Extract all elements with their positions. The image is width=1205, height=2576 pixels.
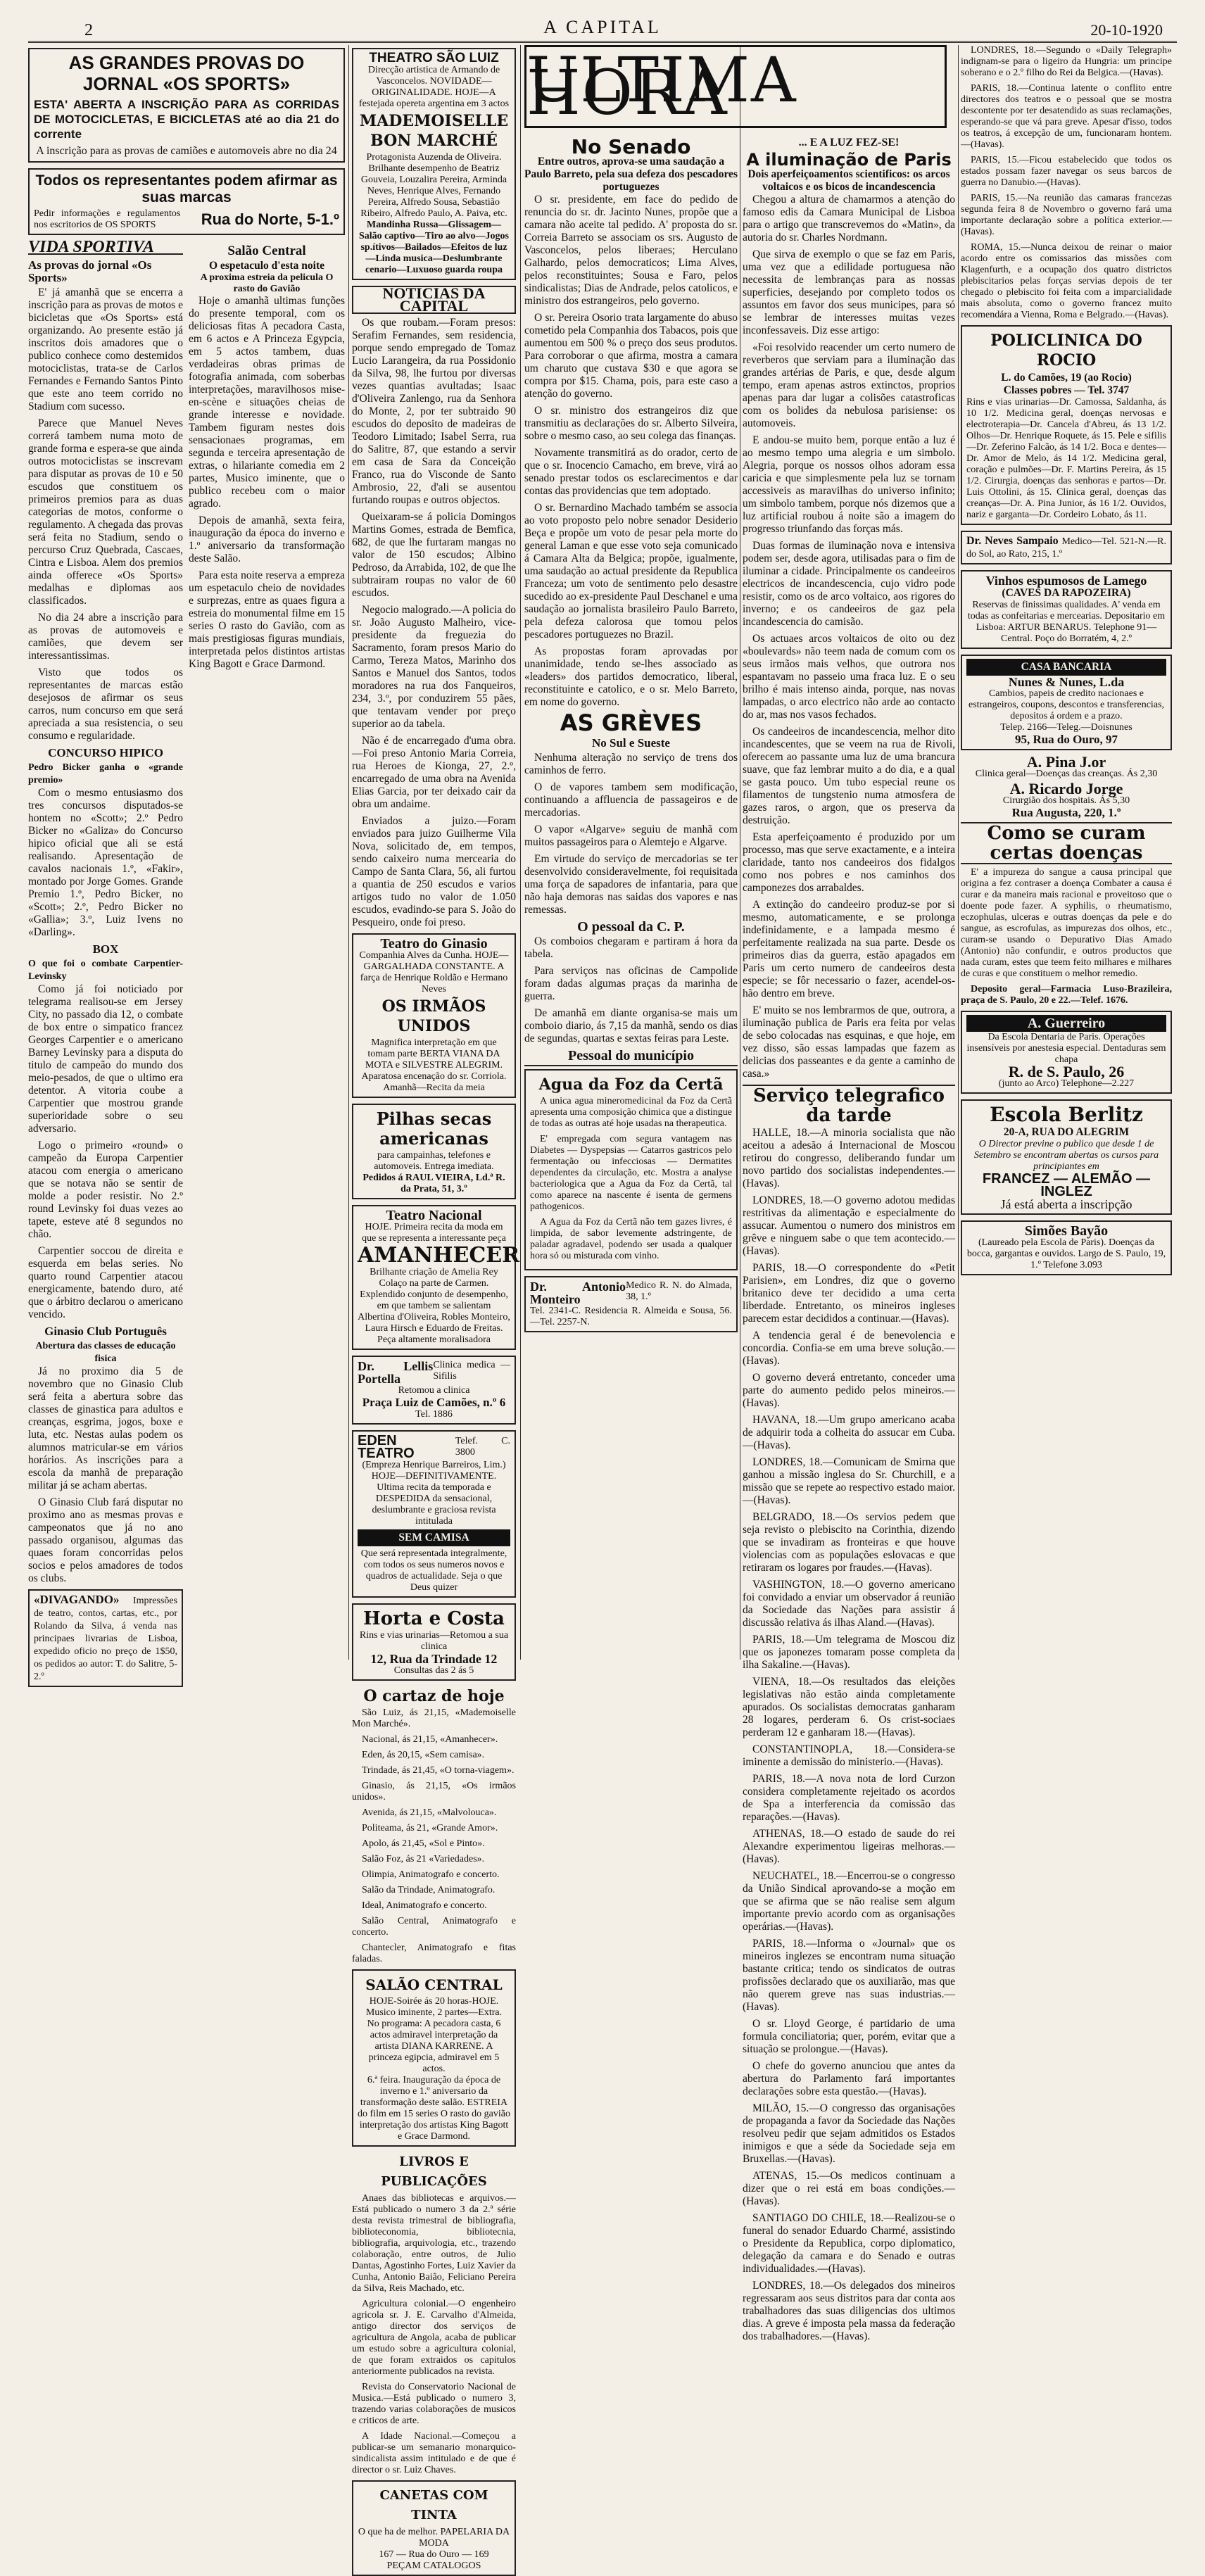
telegram-paragraph: PARIS, 18.—Continua latente o conflito entre directores dos teatros e o pessoal que se mostra descontente por ter desatendido as suas reclamações, esperando-se que vá para greve. Apesar d'isso, todos os teatros, á excepção de um, funcionaram hontem.—(Havas). (961, 83, 1172, 150)
telegram-paragraph: PARIS, 15.—Na reunião das camaras francezas segunda feira 8 de Novembro o governo fará uma importante declaração sobre a política exterior.—(Havas). (961, 193, 1172, 237)
sports-ad-line2: A inscrição para as provas de camiões e automoveis abre no dia 24 (36, 145, 337, 157)
paris-paragraph: A extinção do candeeiro produz-se por si mesmo, automaticamente, e se prolonga indefinidamente, e a lampada mesmo é perfeitamente realizada na sua parte. Desde os primeiros dias da guerra, estão apagados em Paris um certo numero de candeeiros desta especie; se fôr necessario o fazer, acendel-os-hão dentro em breve. (743, 899, 955, 999)
sports-ad (28, 48, 345, 163)
sao-luiz-play: MADEMOISELLE BON MARCHÉ (359, 112, 509, 150)
monteiro-ad (524, 1276, 738, 1332)
bancaria-tel: Telep. 2166—Teleg.—Doisnunes (1000, 722, 1133, 733)
telegrafico-paragraph: NEUCHATEL, 18.—Encerrou-se o congresso da União Sindical aprovando-se a moção em que se afirma que se não realise sem algum importante previo acordo com as organisações operárias.—(Havas). (743, 1870, 955, 1933)
senado-subtitle: Entre outros, aprova-se uma saudação a Paulo Barreto, pela sua defeza dos pescadores portuguezes (524, 156, 738, 193)
box-paragraph: Carpentier soccou de direita e esquerda em belas series. No quarto round Carpentier atacou energicamente, batendo duro, até que o árbitro declarou o americano vencido. (28, 1245, 183, 1320)
cp-paragraph: Os comboios chegaram e partiram á hora da tabela. (524, 935, 738, 960)
senado-paragraph: O sr. presidente, em face do pedido de renuncia do sr. dr. Jacinto Nunes, propõe que a camara não aceite tal pedido. A' proposta do sr. Correia Barreto se associam os srs. Augusto de Vasconcelos, pelos liberaes; Herculano Galhardo, pelos democraticos; Lima Alves, pelos reconstituintes; Sousa e Faro, pelos sindicalistas; Dias de Andrade, pelos catolicos, e ministro dos estrangeiros, pelo governo. (524, 194, 738, 307)
cp-paragraph: Para serviços nas oficinas de Campolide foram dadas algumas praças da marinha de guerra. (524, 965, 738, 1002)
paris-paragraph: Esta aperfeiçoamento é produzido por um processo, mas que serve exactamente, e a inteira claridade, tanto nos candeeiros dos fidalgos como nos pobres e nos caminhos dos camponezes dos arrabaldes. (743, 831, 955, 894)
bancaria-title: CASA BANCARIA (966, 659, 1166, 676)
senado-paragraph: O sr. Bernardino Machado também se associa ao voto proposto pelo nobre senador Desiderio Beça e propõe um voto de pesar pela morte do general Laman e que esse voto seja comunicado á Camara Alta da Belgica; propõe, igualmente, uma saudação ao actual presidente da Republica Franceza; um voto de sentimento pelo desastre sucedido ao ex-presidente Paul Deschanel e uma saudação ao jornalista brasileiro Paulo Barreto, pela defeza calorosa que tomou pelos pescadores portuguezes no Brazil. (524, 502, 738, 640)
cartaz-item: Trindade, ás 21,45, «O torna-viagem». (362, 1765, 515, 1776)
telegrafico-paragraph: PARIS, 18.—Informa o «Journal» que os mineiros inglezes se encontram numa situação bastante critica; tendo os sindicatos de outras profissões declarado que os auxiliarão, mas que não querem greve nas suas industrias.—(Havas). (743, 1938, 955, 2013)
eden-title: EDEN TEATRO (358, 1433, 415, 1461)
lellis-name: Dr. Lellis Portella (358, 1359, 434, 1386)
nacional-play: AMANHECER (358, 1243, 520, 1268)
pilhas-title: Pilhas secas americanas (376, 1109, 492, 1149)
policlinica-tel: Classes pobres — Tel. 3747 (1003, 384, 1130, 396)
livros-paragraph: Anaes das bibliotecas e arquivos.—Está publicado o numero 3 da 2.ª série desta revista trimestral de bibliografia, biblioteconomia, bibliotecnia, bibliografia, arquivologia, etc., trazendo colaboração, entre outros, de Julio Dantas, Agostinho Fortes, Luiz Xavier da Cunha, Antonio Baião, Feliciano Pereira da Silva, Reis Machado, etc. (352, 2193, 516, 2294)
page-date: 20-10-1920 (1090, 21, 1163, 39)
livros-paragraph: A Idade Nacional.—Começou a publicar-se um semanario monarquico-sindicalista assim intitulado e de que é director o sr. Luiz Chaves. (352, 2431, 516, 2475)
sao-luiz-ad (352, 48, 516, 280)
paris-paragraph: Os actuaes arcos voltaicos de oito ou dez «boulevards» não teem nada de comum com os seus irmãos mais velhos, que outrora nos espantavam no passeio uma fraca luz. E o seu brilho é mais intenso ainda, porque, nas novas lampadas, o arco electrico não arde ao contacto do ar, mas nos vasos fechados. (743, 633, 955, 721)
eden-tel: Telef. C. 3800 (455, 1436, 510, 1458)
cartaz-item: Apolo, ás 21,45, «Sol e Pinto». (362, 1838, 485, 1849)
curam-paragraph: E' a impureza do sangue a causa principal que origina a fez contraser a doença Combater a causa é curar e da maneira mais racional e proveitoso que o doente pode fazer. A syphilis, o rheumatismo, eczophulas, ulceras e outras doenças da pele e do sangue, as escrofulas, as impurezas dos olhos, etc., curam-se usando o Depurativo Dias Amado (Antonio) não confundir, e outros productos que nada curam, estes que teem feito milhares e milhares de curas e que constituem o melhor remedio. (961, 867, 1172, 979)
cartaz-item: Politeama, ás 21, «Grande Amor». (362, 1823, 498, 1833)
greves-paragraph: O vapor «Algarve» seguiu de manhã com muitos passageiros para o Alemtejo e Algarve. (524, 823, 738, 848)
telegrafico-paragraph: A tendencia geral é de benevolencia e concordia. Confia-se em uma breve solução.—(Havas). (743, 1330, 955, 1367)
policlinica-text: Rins e vias urinarias—Dr. Camossa, Saldanha, ás 10 1/2. Medicina geral, doenças nervosas e electroterapia—Dr. Cancela d'Abreu, ás 13 1/2. Olhos—Dr. Henrique Roquete, ás 15. Pele e sifilis—Dr. Zeferino Falcão, ás 14 1/2. Boca e dentes—Dr. Amor de Melo, ás 14 1/2. Medicina geral, coração e pulmões—Dr. F. Martins Pereira, ás 15 1/2. Cirurgia, doenças das senhoras e partos—Dr. Luis Ottolini, ás 15. Clinica geral, doenças das creanças—Dr. A. Pina Junior, ás 16 1/2. Ouvidos, nariz e garganta—Dr. Cordeiro Lobato, ás 11. (966, 397, 1166, 520)
senado-paragraph: O sr. ministro dos estrangeiros diz que transmitiu as declarações do sr. Alberto Silveira, sobre o mesmo caso, ao seu colega das finanças. (524, 405, 738, 442)
greves-paragraph: Nenhuma alteração no serviço de trens dos caminhos de ferro. (524, 752, 738, 776)
livros-paragraph: Agricultura colonial.—O engenheiro agricola sr. J. E. Carvalho d'Almeida, antigo director dos serviços de agricultura de Angola, acaba de publicar um estudo sobre a agricultura colonial, de que foram extraidos os capitulos anteriormente publicados na revista. (352, 2299, 516, 2377)
article-paragraph: No dia 24 abre a inscrição para as provas de automoveis e camiões, que devem ser interessantissimas. (28, 612, 183, 662)
sampaio-name: Dr. Neves Sampaio (966, 535, 1059, 547)
horta-costa-ad (352, 1603, 516, 1681)
eden-subtitle: (Empreza Henrique Barreiros, Lim.) (362, 1460, 506, 1470)
sampaio-spec: Medico—Tel. 521-N.—R. do Sol, ao Rato, 215, 1.º (966, 536, 1166, 560)
pilhas-text: para campainhas, telefones e automoveis. Entrega imediata. (374, 1150, 494, 1172)
cartaz-item: Chantecler, Animatografo e fitas faladas. (352, 1943, 516, 1964)
agua-paragraph: A Agua da Foz da Certã não tem gazes livres, é limpida, de sabor levemente adstringente, de paladar agradavel, podendo ser usada a qualquer hora só ou misturada com vinho. (530, 1217, 732, 1261)
nacional-text: Brilhante criação de Amelia Rey Colaço na parte de Carmen. Explendido conjunto de desempenho, em que tambem se salientam Albertina d'Oliveira, Robles Monteiro, Laura Hirsch e Eduardo de Freitas. Peça altamente moralisadora (358, 1267, 510, 1345)
livros-title: LIVROS E PUBLICAÇÕES (381, 2154, 487, 2189)
vida-sportiva-title: VIDA SPORTIVA (28, 241, 183, 255)
eden-play: SEM CAMISA (358, 1529, 510, 1546)
article-paragraph: E' já amanhã que se encerra a inscrição para as provas de motos e bicicletas que «Os Sports» está organizando. Ao presente estão já inscritos dois amadores que o publico conhece como destemidos motociclistas, trata-se de Carlos Fernandes e Fernando Santos Pinto que este ano teem corrido no Stadium com sucesso. (28, 286, 183, 412)
telegrafico-paragraph: O governo deverá entretanto, conceder uma parte do aumento pedido pelos mineiros.—(Havas). (743, 1372, 955, 1409)
box-paragraph: Logo o primeiro «round» o campeão da Europa Carpentier atacou com energia o americano que se notava não se sentir de molde a poder resistir. No 2.º round Levinsky foi duas vezes ao tapete, esteve até 8 segundos no chão. (28, 1139, 183, 1240)
municipio-title: Pessoal do município (568, 1048, 694, 1063)
teatro-ginasio-title: Teatro do Ginasio (380, 936, 488, 952)
paris-paragraph: Os candeeiros de incandescencia, melhor dito incandescentes, que se veem na rua de Rivoli, oferecem ao passante uma luz de uma brancura suave, que faz lembrar muito a do dia, e a qual se gasta pouco. Um tubo especial reune os filamentos de tungstenio numa atmosfera de gazes raros, o argon, que os preserva da destruição. (743, 726, 955, 826)
noticias-paragraph: Negocio malogrado.—A policia do sr. João Augusto Malheiro, vice-presidente da freguezia do Sacramento, foram presos Mario do Carmo, Tereza Matos, Marinho dos Santos e Manuel dos Santos, todos moradores na rua dos Fanqueiros, 234, 3.º, por conduzirem 55 pães, que tentavam vender por preço superior ao da tabela. (352, 604, 516, 730)
telegrafico-paragraph: LONDRES, 18.—O governo adotou medidas restritivas da alimentação e especialmente do assucar. Aumentou o numero dos ministros em grêve e ninguem sabe o que tem acontecido.—(Havas). (743, 1194, 955, 1257)
senado-title: No Senado (571, 135, 691, 158)
telegrafico-paragraph: ATENAS, 15.—Os medicos continuam a dizer que o rei está em boas condições.—(Havas). (743, 2170, 955, 2207)
telegrafico-paragraph: LONDRES, 18.—Comunicam de Smirna que ganhou a missão inglesa do Sr. Churchill, e a missão que se repete ao respectivo estado maior.—(Havas). (743, 1456, 955, 1506)
berlitz-languages: FRANCEZ — ALEMÃO — INGLEZ (982, 1171, 1151, 1199)
telegrafico-paragraph: SANTIAGO DO CHILE, 18.—Realizou-se o funeral do senador Eduardo Charmé, assistindo o Presidente da Republica, corpo diplomatico, delegação da camara e do Senado e outras individualidades.—(Havas). (743, 2212, 955, 2275)
concurso-paragraph: Com o mesmo entusiasmo dos tres concursos disputados-se hontem no «Scott»; 2.º Pedro Bicker no «Galiza» do Concurso hipico oficial que ali se está realisando. Apresentação de cavalos nacionais 1.º, «Fakir», montado por Jorge Gomes. Grande Premio 1.º, Pedro Bicker, no «Scott»; 2.º, Pedro Bicker no «Gallia»; 3.º, Luiz Ivens no «Darling». (28, 787, 183, 938)
salao-ad-program2: 6.ª feira. Inauguração da época de inverno e 1.º aniversario da transformação deste salão. ESTREIA do film em 15 series O rasto do gavião interpretação dos artistas King Bagott e Grace Darmond. (358, 2075, 510, 2142)
bancaria-address: 95, Rua do Ouro, 97 (1014, 733, 1118, 746)
telegrafico-paragraph: PARIS, 18.—O correspondente do «Petit Parisien», em Londres, diz que o governo britanico deve ter decidido a uma certa liberdade. Entretanto, os mineiros ingleses parecem estar decididos a continuar.—(Havas). (743, 1262, 955, 1325)
telegrafico-paragraph: O chefe do governo anunciou que antes da abertura do Parlamento fará importantes declarações sobre esta questão.—(Havas). (743, 2060, 955, 2097)
noticias-paragraph: Os que roubam.—Foram presos: Serafim Fernandes, sem residencia, porque sendo empregado de Tomaz Lucio Larangeira, da rua Possidonio da Silva, 98, lhe furtou por diversas vezes quantias avultadas; Isaac d'Oliveira Zanlengo, rua da Senhora do Monte, 2, por ter subtraido 90 escudos do deposito de madeiras de Teodoro Limitado; Isabel Serra, rua do Salitre, 87, que estando a servir em casa de Sara da Conceição Franco, rua do Visconde de Santo Ambrosio, 22, d'ali se ausentou furtando roupas e outros objectos. (352, 317, 516, 506)
policlinica-address: L. do Camões, 19 (ao Rocio) (1001, 372, 1132, 384)
noticias-paragraph: Enviados a juizo.—Foram enviados para juizo Guilherme Vila Nova, solicitado de, em tempos, sendo caixeiro numa mercearia do Campo de Santa Clara, 56, ali furtou a quantia de 250 escudos e varios artigos tudo no valor de 1.050 escudos, evadindo-se para S. João do Pesqueiro, onde foi preso. (352, 815, 516, 928)
luz-title: ... E A LUZ FEZ-SE! (798, 137, 900, 149)
cp-title: O pessoal da C. P. (577, 919, 685, 935)
divagando-ad (28, 1589, 183, 1687)
telegrafico-paragraph: CONSTANTINOPLA, 18.—Considera-se iminente a demissão do ministerio.—(Havas). (743, 1743, 955, 1768)
salao-title: Salão Central (227, 244, 306, 258)
telegram-paragraph: PARIS, 15.—Ficou estabelecido que todos os estados possam fazer navegar os seus barcos de guerra no Danubio.—(Havas). (961, 155, 1172, 188)
salao-central-ad (352, 1969, 516, 2147)
box-section-title: BOX (92, 942, 119, 956)
box-section-subtitle: O que foi o combate Carpentier-Levinsky (28, 959, 183, 982)
eden-text: HOJE—DEFINITIVAMENTE. Ultima recita da temporada e DESPEDIDA da sensacional, deslumbrante e graciosa revista intitulada (371, 1471, 497, 1527)
telegrafico-title: Serviço telegrafico da tarde (743, 1085, 955, 1125)
salao-paragraph: Depois de amanhã, sexta feira, inauguração da época do inverno e 1.º aniversario da transformação deste Salão. (189, 514, 345, 564)
sao-luiz-cast: Protagonista Auzenda de Oliveira. Brilhante desempenho de Beatriz Gouveia, Louzalira Pereira, Arminda Neves, Henrique Alves, Fernando Pereira, Alfredo Sousa, Sebastião Ribeiro, Alfredo Paulo, A. Paiva, etc. (360, 152, 507, 219)
berlitz-title: Escola Berlitz (990, 1103, 1143, 1126)
guerreiro-tel: (junto ao Arco) Telephone—2.227 (998, 1078, 1135, 1089)
senado-paragraph: Novamente transmitirá as do orador, certo de que o sr. Inocencio Camacho, em breve, virá ao senado prestar todos os esclarecimentos e dar contas das providencias que tem adoptado. (524, 447, 738, 497)
telegrafico-paragraph: ATHENAS, 18.—O estado de saude do rei Alexandre experimentou ligeiras melhoras.—(Havas). (743, 1828, 955, 1865)
column-ultima-hora-left (524, 44, 797, 1660)
box-paragraph: Como já foi noticiado por telegrama realisou-se em Jersey City, no passado dia 12, o combate de box entre o simpatico francez Georges Carpentier e o americano Barney Levinsky para a disputa do titulo de campeão do mundo dos meio-pesados, de que o ultimo era detentor. A vitoria coube a Carpentier que mostrou grande superioridade sobre o seu adversario. (28, 983, 183, 1135)
sao-luiz-text: Direcção artistica de Armando de Vasconcelos. NOVIDADE—ORIGINALIDADE. HOJE—A festejada opereta argentina em 3 actos (358, 65, 510, 109)
column-theatres (352, 45, 520, 2571)
eden-ad (352, 1430, 516, 1598)
jorge-address: Rua Augusta, 220, 1.º (1011, 806, 1121, 819)
policlinica-title: POLICLINICA DO ROCIO (990, 332, 1142, 370)
page-number: 2 (84, 21, 93, 39)
column-advertisements (961, 45, 1172, 1660)
pina-spec: Clinica geral—Doenças das creanças. Ás 2,30 (975, 769, 1158, 779)
salao-ad-subtitle: HOJE-Soirée ás 20 horas-HOJE. Musico iminente, 2 partes—Extra. (365, 1996, 503, 2018)
policlinica-ad (961, 325, 1172, 525)
horta-hours: Consultas das 2 ás 5 (393, 1665, 474, 1676)
canetas-ad (352, 2480, 516, 2576)
nacional-subtitle: HOJE. Primeira recita da moda em que se representa a interessante peça (362, 1222, 506, 1244)
agua-title: Agua da Foz da Certã (538, 1075, 724, 1094)
cartaz-item: Nacional, ás 21,15, «Amanhecer». (362, 1734, 498, 1745)
jorge-spec: Cirurgião dos hospitais. Ás 5,30 (1002, 795, 1130, 806)
concurso-subtitle: Pedro Bicker ganha o «grande premio» (28, 762, 183, 785)
paris-paragraph: Que sirva de exemplo o que se faz em Paris, uma vez que a edilidade portuguesa não necessita de lembranças para as nossas superficies, desejando por completo todos os assuntos em favor dos seus municipes, para só se lembrar de interesses muitas vezes inconfessaveis. Diz esse artigo: (743, 248, 955, 336)
salao-paragraph: Para esta noite reserva a empreza um espetaculo cheio de novidades e surprezas, entre as quaes figura a estreia do monumental filme em 15 series O rasto do Gavião, com as mais prestigiosas figuras mundiais, interpretada pelos distintos artistas King Bagott e Grace Darmond. (189, 569, 345, 670)
salao-subtitle2: A proxima estreia da pelicula O rasto do Gavião (200, 272, 334, 294)
paper-title: A CAPITAL (543, 17, 662, 37)
greves-paragraph: O de vapores tambem sem modificação, continuando a affluencia de passageiros e de mercadorias. (524, 781, 738, 819)
noticias-title: NOTICIAS DA CAPITAL (352, 286, 516, 314)
cartaz-item: Salão Central, Animatografo e concerto. (352, 1916, 516, 1938)
sampaio-ad (961, 531, 1172, 564)
paris-paragraph: Duas formas de iluminação nova e intensiva podem ser, desde agora, utilisadas para o fim de iluminar a cidade. Principalmente os candeeiros electricos de incandescencia, cujo vidro pode resistir, como os de arco voltaico, aos rigores do inverno; e os candeeiros de gaz pela incandescencia do camisão. (743, 540, 955, 628)
vinhos-subtitle: (CAVES DA RAPOZEIRA) (1002, 587, 1131, 599)
agua-ad (524, 1069, 738, 1270)
bayao-text: (Laureado pela Escola de Paris). Doenças da bocca, gargantas e ouvidos. Largo de S. Paulo, 19, 1.º Telefone 3.093 (966, 1237, 1166, 1270)
cartaz-item: São Luiz, ás 21,15, «Mademoiselle Mon Marché». (352, 1707, 516, 1729)
bayao-ad (961, 1220, 1172, 1275)
telegram-paragraph: LONDRES, 18.—Segundo o «Daily Telegraph» indignam-se para o ligeiro da Hungria: um principe soberano e o 2.º filho do Rei da Belgica.—(Havas). (961, 45, 1172, 78)
bancaria-name: Nunes & Nunes, L.da (1008, 675, 1125, 689)
cartaz-item: Ideal, Animatografo e concerto. (362, 1900, 487, 1911)
paris-paragraph: E andou-se muito bem, porque então a luz é ao mesmo tempo uma alegria e um simbolo. Alegria, porque os nossos olhos adoram essa caricia e que simplesmente pela luz se tornam accessiveis as maravilhas do universo infinito; um simbolo tambem, porque nós dizemos que a luz artificial roubou á noite são a imagem do progresso triunfando das forças más. (743, 434, 955, 535)
article-title: As provas do jornal «Os Sports» (28, 258, 152, 284)
casa-bancaria-ad (961, 655, 1172, 750)
noticias-paragraph: Queixaram-se á policia Domingos Martins Gomes, estrada de Bemfica, 682, de que lhe furtaram mangas no valor de 150 escudos; Albino Pedroso, da Arrabida, 102, de que lhe subtrairam roupas no valor de 60 escudos. (352, 511, 516, 599)
guerreiro-address: R. de S. Paulo, 26 (1008, 1063, 1125, 1080)
lellis-text: Retomou a clinica (398, 1385, 470, 1396)
column-rule (520, 45, 521, 1660)
teatro-nacional-ad (352, 1205, 520, 1350)
representatives-title: Todos os representantes podem afirmar as suas marcas (35, 172, 338, 206)
telegrafico-paragraph: VASHINGTON, 18.—O governo americano foi convidado a enviar um observador á reunião da Sociedade das Nações para assistir á discussão relativa ás ilhas Aland.—(Havas). (743, 1579, 955, 1629)
greves-paragraph: Em virtude do serviço de mercadorias se ter desenvolvido consideravelmente, foi requisitada uma força de sapadores de infantaria, para que não haja demoras nas saidas dos vapores e nas remessas. (524, 853, 738, 916)
monteiro-spec: Medico R. N. do Almada, 38, 1.º (626, 1280, 732, 1302)
lellis-ad (352, 1356, 516, 1425)
greves-title: AS GRÈVES (560, 709, 702, 736)
concurso-title: CONCURSO HIPICO (48, 746, 163, 759)
ginasio-club-subtitle: Abertura das classes de educação fisica (35, 1341, 176, 1364)
salao-ad-program: No programa: A pecadora casta, 6 actos admiravel interpretação da artista DIANA KARRENE. A princeza egipcia, admiravel em 5 actos. (367, 2019, 501, 2074)
telegrafico-paragraph: PARIS, 18.—Um telegrama de Moscou diz que os japonezes tomaram posse completa da ilha Sakaline.—(Havas). (743, 1634, 955, 1671)
telegrafico-paragraph: PARIS, 18.—A nova nota de lord Curzon considera completamente rejeitado os acordos de Spa a interferencia da comissão das reparações.—(Havas). (743, 1773, 955, 1823)
salao-paragraph: Hoje o amanhã ultimas funções do presente temporal, com os deliciosas fitas A pecadora Casta, em 6 actos e A Princeza Egypcia, em 5 actos tambem, duas verdadeiras obras primas de fotografia animada, com soberbas interpretações, maravilhosos mise-en-scène e situações cheias de grande interesse e novidade. Tambem figuram nestes dois sensacionaes programas, em segunda e terceira apresentação de extras, o hilariante comedia em 2 partes, Musico iminente, que o publico recebeu com o maior agrado. (189, 295, 345, 510)
teatro-ginasio-ad (352, 933, 516, 1098)
guerreiro-subtitle: Da Escola Dentaria de Paris. Operações insensíveis por anestesia especial. Dentaduras sem chapa (966, 1032, 1166, 1065)
sports-ad-line1: ESTA' ABERTA A INSCRIÇÃO PARA AS CORRIDAS DE MOTOCICLETAS, E BICICLETAS até ao dia 21 do corrente (34, 98, 339, 141)
berlitz-note: Já está aberta a inscripção (1000, 1197, 1133, 1211)
agua-paragraph: E' empregada com segura vantagem nas Diabetes — Dyspepsias — Catarros gastricos pelo fermentação ou infecciosas — Dermatites dependentes da circulação, etc. Mostra a analyse bacteriologica que a Agua da Foz da Certã, tal como aparece na nascente é isenta de germens pathogenicos. (530, 1134, 732, 1212)
cartaz-item: Avenida, ás 21,15, «Malvolouca». (362, 1807, 497, 1818)
nacional-title: Teatro Nacional (386, 1208, 482, 1223)
telegrafico-paragraph: HAVANA, 18.—Um grupo americano acaba de adquirir toda a colheita do assucar em Cuba.—(Havas). (743, 1414, 955, 1451)
vinhos-title: Vinhos espumosos de Lamego (985, 574, 1147, 588)
pilhas-ad (352, 1104, 516, 1199)
canetas-address: 167 — Rua do Ouro — 169 (379, 2549, 489, 2560)
sports-ad-title: AS GRANDES PROVAS DO JORNAL «OS SPORTS» (68, 52, 305, 94)
teatro-ginasio-text2: Magnifica interpretação em que tomam parte BERTA VIANA DA MOTA e SILVESTRE ALEGRIM. Aparatosa encenação do sr. Corriola. Amanhã—Recita da meia (361, 1037, 507, 1093)
telegrafico-paragraph: HALLE, 18.—A minoria socialista que não aceitou a adesão á Internacional de Moscou retirou do congresso, deliberando fundar um novo partido dos socialistas independentes.—(Havas). (743, 1127, 955, 1189)
column-rule (348, 45, 349, 1660)
cartaz-item: Salão Foz, ás 21 «Variedades». (362, 1854, 485, 1864)
berlitz-text: O Director previne o publico que desde 1 de Setembro se encontram abertas os cursos para principiantes em (973, 1139, 1159, 1172)
vinhos-ad (961, 570, 1172, 649)
eden-text2: Que será representada integralmente, com todos os seus numeros novos e quadros de actualidade. Seja o que Deus quizer (360, 1548, 507, 1593)
salao-subtitle: O espetaculo d'esta noite (208, 260, 325, 272)
salao-ad-title: SALÃO CENTRAL (365, 1976, 503, 1993)
telegrafico-paragraph: VIENA, 18.—Os resultados das eleições legislativas não estão ainda completamente apurados. Os socialistas democratas ganharam 28 logares, perderam 6. Os crist-sociaes perderam 12 e ganharam 18.—(Havas). (743, 1676, 955, 1738)
greves-subtitle: No Sul e Sueste (592, 736, 670, 750)
representatives-info: Pedir informações e regulamentos nos escritorios de OS SPORTS (34, 208, 181, 230)
representatives-address: Rua do Norte, 5-1.º (201, 210, 339, 228)
horta-address: 12, Rua da Trindade 12 (370, 1652, 498, 1666)
agua-paragraph: A unica agua mineromedicinal da Foz da Certã apresenta uma composição chimica que a distingue de todas as outras até hoje usadas na therapeutica. (530, 1096, 732, 1129)
cartaz-title: O cartaz de hoje (363, 1687, 505, 1705)
berlitz-address: 20-A, RUA DO ALEGRIM (1003, 1126, 1130, 1138)
article-paragraph: Visto que todos os representantes de marcas estão desejosos de afirmar os seus carros, num concurso em que será apreciada a sua resistencia, o seu consumo e regularidade. (28, 667, 183, 742)
paris-paragraph: «Foi resolvido reacender um certo numero de reverberos que serviam para a iluminação das grandes artérias de Paris, e que, desde algum tempo, eram apenas astros extinctos, proprios apenas para dar lugar a colisões catastroficas com os bolides da nebulosa parisiense: os automoveis. (743, 341, 955, 429)
canetas-title: CANETAS COM TINTA (379, 2488, 488, 2523)
curam-title: Como se curam certas doenças (961, 822, 1172, 864)
livros-paragraph: Revista do Conservatorio Nacional de Musica.—Está publicado o numero 3, trazendo varias colaborações de musicos e criticos de arte. (352, 2382, 516, 2426)
cartaz-item: Eden, ás 20,15, «Sem camisa». (362, 1750, 485, 1760)
cp-paragraph: De amanhã em diante organisa-se mais um comboio diario, ás 7,15 da manhã, sendo os dias de segundas, quartas e sextas feiras para Leste. (524, 1007, 738, 1044)
monteiro-name: Dr. Antonio Monteiro (530, 1280, 626, 1306)
noticias-paragraph: Não é de encarregado d'uma obra.—Foi preso Antonio Maria Correia, rua Heroes de Kionga, 27, 2.º, encarregado de uma obra na Avenida Elias Garcia, por ter deixado cair da obra um andaime. (352, 735, 516, 810)
column-sports (28, 45, 345, 1682)
ginasio-club-paragraph: O Ginasio Club fará disputar no proximo ano as mesmas provas e campeonatos que já no ano passado organisou, algumas das quaes foram concorridas pelos socios e pelos amadores de todos os clubs. (28, 1496, 183, 1584)
lellis-address: Praça Luiz de Camões, n.º 6 (362, 1396, 506, 1409)
paris-paragraph: Chegou a altura de chamarmos a atenção do famoso edis da Camara Municipal de Lisboa para o artigo que transcrevemos do «Matin», da autoria do sr. Charles Nordmann. (743, 194, 955, 244)
teatro-ginasio-text: Companhia Alves da Cunha. HOJE—GARGALHADA CONSTANTE. A farça de Henrique Roldão e Hermano Neves (359, 950, 509, 995)
telegram-paragraph: ROMA, 15.—Nunca deixou de reinar o maior acordo entre os comissarios das missões com Klagenfurth, e a ocupação dos quatro districtos plebiscitarios pelas forças servias depois de ter chegado o plebiscito foi feita com a imparcialidade mais absoluta, como o governo francez muito recomendára a Vienna, Roma e Belgrado.—(Havas). (961, 242, 1172, 320)
telegrafico-paragraph: BELGRADO, 18.—Os servios pedem que seja revisto o plebiscito na Corinthia, dizendo que se invadiram as fronteiras e que houve violencias com as populações eslovacas e que retiraram os logares por fraudes.—(Havas). (743, 1511, 955, 1574)
representatives-ad (28, 168, 345, 235)
monteiro-tel: Tel. 2341-C. Residencia R. Almeida e Sousa, 56.—Tel. 2257-N. (530, 1306, 732, 1327)
telegrafico-paragraph: MILÃO, 15.—O congresso das organisações de propaganda a favor da Sociedade das Nações resolveu pedir que sejam admitidos os Estados inimigos e que a séde da Sociedade seja em Bruxellas.—(Havas). (743, 2102, 955, 2165)
column-rule (958, 45, 959, 1660)
divagando-text: Impressões de teatro, contos, cartas, etc., por Rolando da Silva, á venda nas principaes livrarias de Lisboa, expedido oficio no preço de 1$50, os pedidos ao autor: T. do Salitre, 5-2.º (34, 1596, 177, 1682)
article-paragraph: Parece que Manuel Neves correrá tambem numa moto de grande forma e espera-se que ainda outros motociclistas se inscrevam para disputar as provas de 10 e 50 escudos que constituem os primeiros premios para as duas categorias de motos, conforme o regulamento. A chegada das provas será feita no Stadium, sendo o percurso Cruz Quebrada, Cascaes, Cintra e Lisboa. Alem dos premios ainda offerece «Os Sports» medalhas e diplomas aos classificados. (28, 417, 183, 607)
guerreiro-title: A. Guerreiro (966, 1015, 1166, 1032)
sao-luiz-title: THEATRO SÃO LUIZ (369, 51, 499, 65)
canetas-text: O que ha de melhor. PAPELARIA DA MODA (358, 2527, 510, 2549)
vida-sportiva (28, 238, 183, 1693)
pilhas-text2: Pedidos á RAUL VIEIRA, Ld.ª R. da Prata, 51, 3.º (362, 1173, 505, 1194)
horta-text: Rins e vias urinarias—Retomou a sua clinica (359, 1630, 509, 1652)
paris-paragraph: E' muito se nos lembrarmos de que, outrora, a iluminação publica de Paris era feita por velas de sebo colocadas nas esquinas, e que hoje, em vez disso, são essas lampadas que fazem as delicias dos passeantes e da gente a caminho de casa.» (743, 1004, 955, 1080)
horta-title: Horta e Costa (363, 1608, 505, 1629)
cartaz-item: Salão da Trindade, Animatografo. (362, 1885, 496, 1895)
lellis-tel: Tel. 1886 (415, 1409, 453, 1420)
bayao-name: Simões Bayão (1024, 1223, 1109, 1239)
berlitz-ad (961, 1099, 1172, 1215)
guerreiro-ad (961, 1011, 1172, 1094)
ginasio-club-title: Ginasio Club Português (44, 1325, 167, 1338)
telegrafico-paragraph: LONDRES, 18.—Os delegados dos mineiros regressaram aos seus distritos para dar conta aos trabalhadores das suas diligencias dos ultimos dias. A greve é imposta pela massa da federação dos trabalhadores.—(Havas). (743, 2280, 955, 2342)
sao-luiz-extra: Mandinha Russa—Glissagem—Salão captivo—Tiro ao alvo—Jogos sp.ítivos—Bailados—Efeitos de luz—Linda musica—Deslumbrante cenario—Luxuoso guarda roupa (358, 220, 509, 275)
ginasio-club-paragraph: Já no proximo dia 5 de novembro que no Ginasio Club será feita a abertura sobre das classes de ginastica para adultos e creanças, esgrima, jogos, boxe e luta, etc. Nestas aulas podem os alumnos matricular-se em vários horários. As inscrições para a escola da manhã de preparação militar já se acham abertas. (28, 1365, 183, 1491)
cartaz-list (352, 1707, 516, 1965)
ultima-hora-masthead: ULTIMA HORA (524, 45, 947, 128)
teatro-ginasio-play: OS IRMÃOS UNIDOS (381, 997, 486, 1035)
canetas-note: PEÇAM CATALOGOS (386, 2561, 481, 2571)
jorge-name: A. Ricardo Jorge (1009, 780, 1123, 797)
column-ultima-hora-right (743, 45, 955, 2342)
telegrafico-paragraph: O sr. Lloyd George, é partidario de uma formula conciliatoria; quer, porém, evitar que a situação se prolongue.—(Havas). (743, 2018, 955, 2055)
vinhos-text: Reservas de finissimas qualidades. A' venda em todas as confeitarias e mercearias. Depositario em Lisboa: ARTUR BENARUS. Telephone 91—Central. Poço do Borratém, 4, 2.º (967, 600, 1166, 644)
paris-title: A iluminação de Paris (746, 150, 952, 170)
paris-subtitle: Dois aperfeiçoamentos scientificos: os arcos voltaicos e os bicos de incandescencia (747, 168, 950, 193)
salao-central-article (189, 241, 345, 1693)
bancaria-text: Cambios, papeis de credito nacionaes e estrangeiros, coupons, descontos e transferencias, depositos á ordem e a prazo. (969, 688, 1164, 721)
lellis-spec: Clinica medica — Sifilis (433, 1360, 510, 1382)
curam-paragraph: Deposito geral—Farmacia Luso-Brazileira, praça de S. Paulo, 20 e 22.—Telef. 1676. (961, 984, 1172, 1006)
senado-paragraph: O sr. Pereira Osorio trata largamente do abuso cometido pela Companhia dos Tabacos, pois que aumentou em 500 % o preço dos seus produtos. Para corroborar o que afirma, mostra a camara um charuto que custava $30 e que agora se compra por $15. Chama, pois, para este caso a atenção do governo. (524, 312, 738, 400)
cartaz-item: Olimpia, Animatografo e concerto. (362, 1869, 500, 1880)
pina-name: A. Pina J.or (1026, 753, 1106, 771)
divagando-title: «DIVAGANDO» (34, 1593, 120, 1606)
cartaz-item: Ginasio, ás 21,15, «Os irmãos unidos». (352, 1781, 516, 1802)
senado-paragraph: As propostas foram aprovadas por unanimidade, tendo se-lhes associado as «leaders» dos partidos democratico, liberal, reconstituinte e catolico, e o sr. Melo Barreto, em nome do governo. (524, 645, 738, 708)
page-header (28, 13, 1177, 43)
